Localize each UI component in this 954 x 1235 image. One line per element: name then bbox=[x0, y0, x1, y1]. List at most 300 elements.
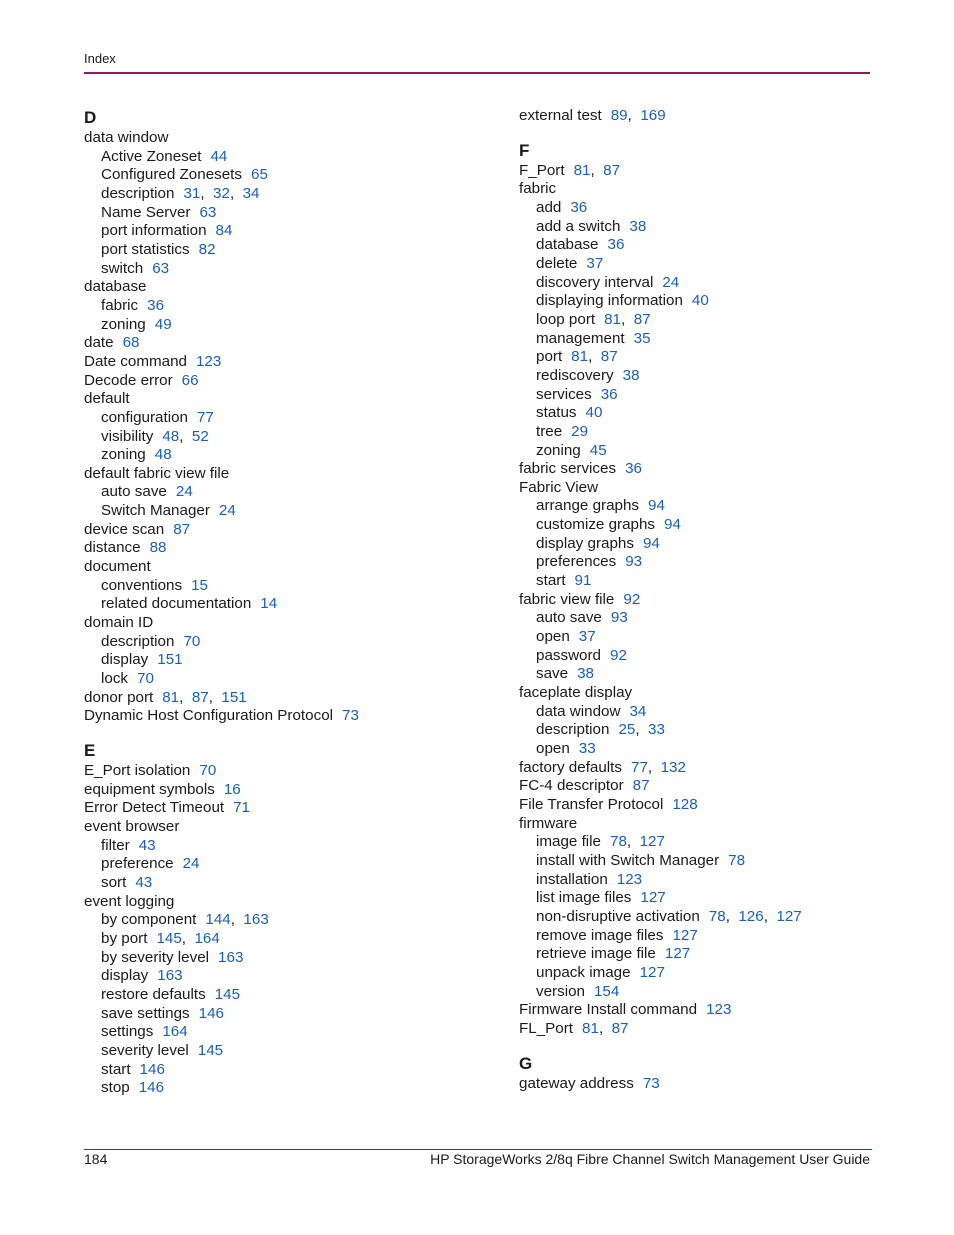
index-term: external test bbox=[519, 107, 602, 124]
page-link[interactable]: 151 bbox=[157, 651, 183, 669]
page-link[interactable]: 48 bbox=[154, 446, 172, 464]
page-link[interactable]: 151 bbox=[221, 688, 247, 706]
index-term: database bbox=[536, 236, 599, 254]
index-subentry bbox=[519, 553, 939, 572]
index-entry bbox=[519, 479, 939, 498]
index-entry bbox=[519, 180, 939, 199]
page-link[interactable]: 36 bbox=[625, 460, 642, 478]
index-subentry bbox=[84, 837, 504, 856]
index-term: factory defaults bbox=[519, 758, 622, 776]
index-term: save bbox=[536, 665, 569, 683]
index-entry bbox=[84, 129, 504, 148]
index-subentry bbox=[84, 297, 504, 316]
page-link[interactable]: 34 bbox=[242, 184, 260, 202]
index-subentry bbox=[519, 497, 939, 516]
index-term: F_Port bbox=[519, 161, 565, 179]
index-term: equipment symbols bbox=[84, 780, 215, 798]
index-subentry bbox=[519, 236, 939, 255]
index-subentry bbox=[84, 204, 504, 223]
index-entry bbox=[519, 815, 939, 834]
index-term: customize graphs bbox=[536, 516, 656, 534]
page-link[interactable]: 89 bbox=[610, 107, 628, 124]
index-subentry bbox=[84, 316, 504, 335]
page-link[interactable]: 38 bbox=[629, 217, 647, 235]
index-subentry: by port 145, 164 bbox=[101, 929, 220, 947]
page-link[interactable]: 34 bbox=[629, 702, 647, 720]
index-term: version bbox=[536, 982, 585, 1000]
page-link[interactable]: 24 bbox=[182, 855, 200, 873]
page-link[interactable]: 73 bbox=[342, 707, 359, 725]
index-term: start bbox=[536, 572, 566, 590]
index-subentry bbox=[519, 889, 939, 908]
index-subentry bbox=[84, 651, 504, 670]
page-link[interactable]: 92 bbox=[610, 646, 627, 664]
index-term: loop port bbox=[536, 310, 596, 328]
page-link[interactable]: 123 bbox=[616, 870, 643, 888]
index-subentry bbox=[519, 647, 939, 666]
index-term: conventions bbox=[101, 576, 183, 594]
index-term: fabric services bbox=[519, 460, 617, 478]
index-subentry bbox=[84, 166, 504, 185]
page-link[interactable]: 70 bbox=[137, 670, 154, 688]
index-term: remove image files bbox=[536, 926, 664, 944]
index-term: sort bbox=[101, 873, 127, 891]
page-link[interactable]: 43 bbox=[135, 873, 153, 891]
index-subentry bbox=[84, 633, 504, 652]
page-link[interactable]: 70 bbox=[199, 762, 217, 779]
page-link[interactable]: 24 bbox=[662, 273, 680, 291]
index-term: description bbox=[101, 632, 175, 650]
page-link[interactable]: 123 bbox=[706, 1001, 732, 1019]
index-subentry bbox=[84, 595, 504, 614]
index-term: event browser bbox=[84, 817, 180, 835]
index-term: distance bbox=[84, 539, 141, 557]
index-term: list image files bbox=[536, 889, 632, 907]
index-subentry bbox=[84, 148, 504, 167]
index-entry bbox=[519, 796, 939, 815]
index-subentry bbox=[84, 446, 504, 465]
index-subentry bbox=[84, 1005, 504, 1024]
index-subentry bbox=[519, 218, 939, 237]
index-entry bbox=[519, 1075, 939, 1094]
index-term: delete bbox=[536, 254, 578, 272]
index-subentry bbox=[519, 852, 939, 871]
page-link[interactable]: 87 bbox=[191, 688, 209, 706]
page-link[interactable]: 126 bbox=[738, 907, 764, 925]
page-link[interactable]: 94 bbox=[648, 497, 665, 515]
index-term: by port bbox=[101, 929, 148, 947]
section-letter: F bbox=[519, 140, 530, 160]
index-subentry: image file 78, 127 bbox=[536, 833, 665, 851]
page-link[interactable]: 78 bbox=[708, 907, 726, 925]
index-term: domain ID bbox=[84, 614, 154, 632]
index-subentry bbox=[84, 409, 504, 428]
page-link[interactable]: 87 bbox=[600, 348, 618, 366]
index-entry bbox=[84, 707, 504, 726]
index-subentry bbox=[519, 927, 939, 946]
index-entry bbox=[519, 460, 939, 479]
page-link[interactable]: 88 bbox=[149, 539, 167, 557]
index-term: FL_Port bbox=[519, 1019, 574, 1037]
page-link[interactable]: 81 bbox=[604, 310, 622, 328]
page-link[interactable]: 65 bbox=[251, 166, 268, 184]
index-term: add bbox=[536, 198, 562, 216]
page-link[interactable]: 163 bbox=[157, 967, 183, 985]
page-link[interactable]: 169 bbox=[640, 107, 666, 124]
index-subentry bbox=[519, 386, 939, 405]
page-link[interactable]: 87 bbox=[173, 520, 191, 538]
index-term: description bbox=[101, 184, 175, 202]
page-link[interactable]: 164 bbox=[194, 929, 220, 947]
index-subentry bbox=[84, 949, 504, 968]
index-term: firmware bbox=[519, 814, 578, 832]
page-link[interactable]: 78 bbox=[610, 833, 627, 851]
page-link[interactable]: 146 bbox=[138, 1079, 165, 1097]
index-term: rediscovery bbox=[536, 366, 614, 384]
index-subentry: non-disruptive activation 78, 126, 127 bbox=[536, 907, 802, 925]
index-entry bbox=[84, 799, 504, 818]
page-link[interactable]: 37 bbox=[578, 628, 596, 646]
index-term: fabric view file bbox=[519, 590, 615, 608]
index-subentry bbox=[84, 1079, 504, 1098]
index-term: unpack image bbox=[536, 963, 631, 981]
index-term: E_Port isolation bbox=[84, 762, 191, 779]
index-term: start bbox=[101, 1060, 131, 1078]
index-subentry bbox=[519, 572, 939, 591]
index-section bbox=[84, 740, 504, 1098]
page-link[interactable]: 146 bbox=[139, 1060, 165, 1078]
index-subentry: port 81, 87 bbox=[536, 348, 618, 366]
page-link[interactable]: 91 bbox=[574, 572, 592, 590]
page-link[interactable]: 163 bbox=[243, 911, 269, 929]
page-link[interactable]: 94 bbox=[664, 516, 681, 534]
page-link[interactable]: 77 bbox=[631, 758, 648, 776]
page-link[interactable]: 38 bbox=[577, 665, 594, 683]
index-subentry bbox=[84, 1061, 504, 1080]
index-term: zoning bbox=[536, 441, 581, 459]
index-entry bbox=[84, 465, 504, 484]
index-term: arrange graphs bbox=[536, 497, 640, 515]
index-entry: factory defaults 77, 132 bbox=[519, 758, 686, 776]
index-term: data window bbox=[536, 702, 621, 720]
page-link[interactable]: 82 bbox=[198, 240, 216, 258]
index-subentry bbox=[84, 1023, 504, 1042]
index-entry: donor port 81, 87, 151 bbox=[84, 688, 247, 706]
page-link[interactable]: 73 bbox=[642, 1074, 660, 1092]
page-link[interactable]: 66 bbox=[181, 371, 199, 389]
page-link[interactable]: 40 bbox=[691, 292, 709, 310]
index-term: configuration bbox=[101, 408, 188, 426]
index-subentry bbox=[519, 404, 939, 423]
index-term: open bbox=[536, 740, 570, 757]
page-link[interactable]: 36 bbox=[147, 296, 165, 314]
index-section bbox=[519, 1053, 939, 1094]
page-link[interactable]: 44 bbox=[210, 147, 228, 165]
index-entry bbox=[84, 818, 504, 837]
index-subentry bbox=[84, 986, 504, 1005]
page-link[interactable]: 84 bbox=[215, 222, 233, 240]
book-title: HP StorageWorks 2/8q Fibre Channel Switch Management User Guide bbox=[430, 1151, 870, 1167]
index-term: image file bbox=[536, 833, 601, 851]
page-link[interactable]: 163 bbox=[218, 948, 244, 966]
page-link[interactable]: 127 bbox=[640, 889, 666, 907]
index-subentry: by component 144, 163 bbox=[101, 911, 269, 929]
index-subentry bbox=[84, 483, 504, 502]
page-link[interactable]: 40 bbox=[585, 404, 603, 422]
page-link[interactable]: 35 bbox=[633, 329, 651, 347]
index-column-right bbox=[519, 107, 939, 1093]
index-subentry bbox=[84, 967, 504, 986]
index-term: Firmware Install command bbox=[519, 1001, 698, 1019]
index-term: gateway address bbox=[519, 1074, 634, 1092]
index-entry bbox=[84, 539, 504, 558]
index-entry bbox=[519, 777, 939, 796]
page-link[interactable]: 15 bbox=[191, 576, 208, 594]
index-term: displaying information bbox=[536, 292, 683, 310]
index-term: fabric bbox=[101, 296, 139, 314]
header-rule bbox=[84, 72, 870, 74]
index-section bbox=[84, 107, 504, 726]
index-term: retrieve image file bbox=[536, 945, 656, 963]
index-subentry bbox=[519, 330, 939, 349]
index-subentry bbox=[519, 609, 939, 628]
index-term: device scan bbox=[84, 520, 165, 538]
index-term: zoning bbox=[101, 446, 146, 464]
index-term: donor port bbox=[84, 688, 154, 706]
index-term: non-disruptive activation bbox=[536, 907, 700, 925]
index-entry: external test 89, 169 bbox=[519, 107, 666, 124]
page-link[interactable]: 127 bbox=[639, 833, 665, 851]
index-term: password bbox=[536, 646, 601, 664]
index-term: display graphs bbox=[536, 534, 634, 552]
page-link[interactable]: 81 bbox=[571, 348, 589, 366]
index-subentry bbox=[519, 199, 939, 218]
index-subentry bbox=[84, 670, 504, 689]
index-term: default bbox=[84, 390, 130, 408]
index-subentry bbox=[84, 855, 504, 874]
page-link[interactable]: 33 bbox=[648, 721, 665, 739]
index-term: installation bbox=[536, 870, 608, 888]
index-term: faceplate display bbox=[519, 684, 633, 702]
page-link[interactable]: 77 bbox=[196, 408, 214, 426]
page-link[interactable]: 36 bbox=[607, 236, 625, 254]
footer-rule bbox=[84, 1149, 872, 1150]
index-subentry bbox=[519, 703, 939, 722]
page-link[interactable]: 68 bbox=[122, 334, 140, 352]
index-term: by severity level bbox=[101, 948, 210, 966]
page-link[interactable]: 87 bbox=[632, 777, 650, 795]
page-link[interactable]: 45 bbox=[589, 441, 607, 459]
page-link[interactable]: 24 bbox=[218, 502, 236, 520]
page-link[interactable]: 81 bbox=[582, 1019, 599, 1037]
page-link[interactable]: 164 bbox=[162, 1023, 188, 1041]
index-subentry bbox=[519, 255, 939, 274]
index-term: switch bbox=[101, 259, 144, 277]
index-term: Active Zoneset bbox=[101, 147, 202, 165]
index-entry bbox=[84, 558, 504, 577]
page-link[interactable]: 71 bbox=[233, 799, 251, 817]
index-term: lock bbox=[101, 670, 129, 688]
index-term: File Transfer Protocol bbox=[519, 795, 664, 813]
page-link[interactable]: 36 bbox=[570, 198, 588, 216]
page-link[interactable]: 29 bbox=[571, 422, 589, 440]
section-letter: D bbox=[84, 108, 97, 127]
index-entry bbox=[84, 334, 504, 353]
index-term: FC-4 descriptor bbox=[519, 777, 624, 795]
page-link[interactable]: 145 bbox=[197, 1041, 224, 1059]
page-link[interactable]: 25 bbox=[618, 721, 636, 739]
index-term: document bbox=[84, 558, 151, 576]
page-link[interactable]: 123 bbox=[195, 352, 222, 370]
index-term: preferences bbox=[536, 553, 617, 571]
page-link[interactable]: 127 bbox=[672, 926, 698, 944]
page-link[interactable]: 128 bbox=[672, 795, 698, 813]
page-link[interactable]: 38 bbox=[622, 366, 640, 384]
index-term: auto save bbox=[536, 609, 602, 627]
index-subentry bbox=[519, 740, 939, 759]
page-link[interactable]: 81 bbox=[573, 161, 591, 179]
page-link[interactable]: 63 bbox=[199, 203, 217, 221]
page-link[interactable]: 31 bbox=[183, 184, 201, 202]
page-link[interactable]: 48 bbox=[162, 427, 180, 445]
page-link[interactable]: 154 bbox=[593, 982, 620, 1000]
index-entry bbox=[84, 278, 504, 297]
page-link[interactable]: 37 bbox=[586, 254, 604, 272]
index-subentry bbox=[519, 964, 939, 983]
index-term: default fabric view file bbox=[84, 464, 230, 482]
index-term: install with Switch Manager bbox=[536, 851, 720, 869]
page-link[interactable]: 93 bbox=[625, 553, 643, 571]
page-link[interactable]: 63 bbox=[152, 259, 170, 277]
index-subentry bbox=[519, 516, 939, 535]
index-subentry bbox=[519, 983, 939, 1002]
index-subentry bbox=[84, 241, 504, 260]
page-link[interactable]: 36 bbox=[600, 385, 618, 403]
index-subentry bbox=[84, 502, 504, 521]
index-term: event logging bbox=[84, 892, 175, 910]
index-term: Switch Manager bbox=[101, 502, 210, 520]
index-term: open bbox=[536, 628, 570, 646]
running-header: Index bbox=[84, 51, 116, 66]
index-subentry bbox=[519, 628, 939, 647]
page-link[interactable]: 132 bbox=[660, 758, 686, 776]
index-entry bbox=[84, 893, 504, 912]
page-link[interactable]: 49 bbox=[154, 315, 172, 333]
index-term: add a switch bbox=[536, 217, 621, 235]
index-entry bbox=[519, 591, 939, 610]
page-link[interactable]: 127 bbox=[639, 963, 665, 981]
index-term: Name Server bbox=[101, 203, 191, 221]
page-link[interactable]: 81 bbox=[162, 688, 180, 706]
page-link[interactable]: 43 bbox=[138, 836, 156, 854]
index-subentry bbox=[84, 874, 504, 893]
page-link[interactable]: 52 bbox=[191, 427, 209, 445]
index-entry bbox=[84, 521, 504, 540]
index-subentry bbox=[84, 1042, 504, 1061]
index-term: Decode error bbox=[84, 371, 173, 389]
index-term: port bbox=[536, 348, 563, 366]
page-link[interactable]: 127 bbox=[776, 907, 802, 925]
page-link[interactable]: 32 bbox=[213, 184, 230, 202]
index-subentry bbox=[519, 423, 939, 442]
index-subentry bbox=[519, 945, 939, 964]
page-link[interactable]: 33 bbox=[578, 740, 596, 757]
page-link[interactable]: 145 bbox=[156, 929, 182, 947]
index-term: Configured Zonesets bbox=[101, 166, 242, 184]
index-term: database bbox=[84, 278, 147, 296]
index-term: Error Detect Timeout bbox=[84, 799, 225, 817]
index-term: stop bbox=[101, 1079, 130, 1097]
index-term: related documentation bbox=[101, 595, 252, 613]
page-link[interactable]: 94 bbox=[642, 534, 660, 552]
page-link[interactable]: 14 bbox=[260, 595, 278, 613]
page-link[interactable]: 78 bbox=[728, 851, 746, 869]
index-entry bbox=[84, 372, 504, 391]
page-link[interactable]: 87 bbox=[611, 1019, 629, 1037]
index-term: Date command bbox=[84, 352, 187, 370]
page-link[interactable]: 146 bbox=[198, 1004, 224, 1022]
index-subentry: description 25, 33 bbox=[536, 721, 665, 739]
index-term: port statistics bbox=[101, 240, 190, 258]
index-term: display bbox=[101, 651, 149, 669]
index-subentry bbox=[519, 871, 939, 890]
page-link[interactable]: 24 bbox=[175, 483, 193, 501]
index-subentry bbox=[519, 292, 939, 311]
index-term: description bbox=[536, 721, 610, 739]
page-link[interactable]: 87 bbox=[603, 161, 621, 179]
index-term: tree bbox=[536, 422, 563, 440]
index-term: discovery interval bbox=[536, 273, 654, 291]
index-subentry: description 31, 32, 34 bbox=[101, 184, 260, 202]
index-entry bbox=[84, 390, 504, 409]
page-link[interactable]: 87 bbox=[633, 310, 651, 328]
index-subentry bbox=[519, 442, 939, 461]
page-link[interactable]: 16 bbox=[223, 780, 241, 798]
index-term: save settings bbox=[101, 1004, 190, 1022]
index-subentry bbox=[519, 535, 939, 554]
index-term: fabric bbox=[519, 180, 557, 198]
index-section bbox=[519, 140, 939, 1039]
index-subentry bbox=[84, 222, 504, 241]
page-link[interactable]: 92 bbox=[623, 590, 641, 608]
page-link[interactable]: 144 bbox=[205, 911, 231, 929]
index-term: data window bbox=[84, 129, 169, 146]
index-term: display bbox=[101, 967, 149, 985]
page-link[interactable]: 145 bbox=[214, 985, 241, 1003]
index-term: Fabric View bbox=[519, 478, 599, 496]
index-subentry: visibility 48, 52 bbox=[101, 427, 209, 445]
index-subentry bbox=[84, 260, 504, 279]
section-letter: G bbox=[519, 1053, 533, 1073]
index-term: preference bbox=[101, 855, 174, 873]
index-term: management bbox=[536, 329, 625, 347]
page-link[interactable]: 70 bbox=[183, 632, 201, 650]
index-term: visibility bbox=[101, 427, 154, 445]
index-subentry bbox=[519, 665, 939, 684]
index-term: filter bbox=[101, 836, 130, 854]
page-link[interactable]: 93 bbox=[610, 609, 628, 627]
index-entry bbox=[84, 781, 504, 800]
index-term: by component bbox=[101, 911, 197, 929]
index-subentry bbox=[84, 577, 504, 596]
index-entry bbox=[84, 762, 504, 781]
index-term: status bbox=[536, 404, 577, 422]
index-term: Dynamic Host Configuration Protocol bbox=[84, 707, 334, 725]
page-link[interactable]: 127 bbox=[664, 945, 691, 963]
index-entry bbox=[519, 684, 939, 703]
index-term: auto save bbox=[101, 483, 167, 501]
index-entry bbox=[84, 614, 504, 633]
